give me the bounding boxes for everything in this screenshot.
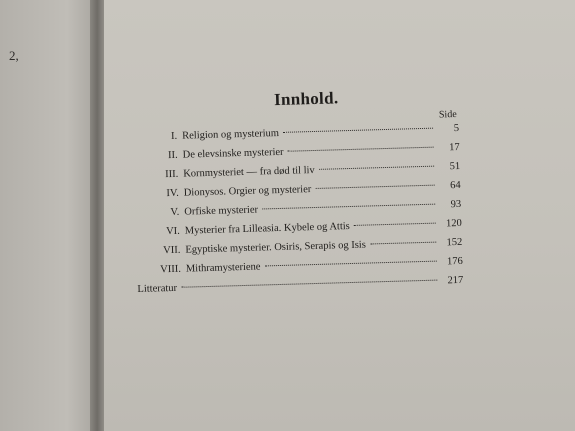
entry-title: Dionysos. Orgier og mysterier xyxy=(183,184,312,199)
toc-title: Innhold. xyxy=(273,88,339,110)
entry-page: 64 xyxy=(450,179,461,192)
table-of-contents xyxy=(134,85,464,303)
entry-number: VIII. xyxy=(160,263,182,276)
dot-leader xyxy=(283,128,433,133)
entry-title: Orfiske mysterier xyxy=(184,204,259,218)
entry-title: Mithramysteriene xyxy=(185,261,261,275)
entry-title: Litteratur xyxy=(137,282,178,295)
entry-page: 120 xyxy=(445,217,462,230)
entry-page: 93 xyxy=(450,198,462,211)
entry-number: V. xyxy=(170,206,180,219)
entry-page: 217 xyxy=(447,274,464,287)
entry-number: IV. xyxy=(166,187,179,200)
dot-leader xyxy=(319,166,434,170)
entry-page: 51 xyxy=(449,160,461,173)
dot-leader xyxy=(288,147,434,152)
entry-page: 17 xyxy=(448,141,460,154)
dot-leader xyxy=(315,185,434,189)
dot-leader xyxy=(370,242,436,245)
entry-page: 5 xyxy=(453,122,460,135)
entry-title: De elevsinske mysterier xyxy=(182,146,284,161)
dot-leader xyxy=(354,223,436,226)
left-page-text: 2, xyxy=(9,48,19,63)
dot-leader xyxy=(262,204,435,210)
entry-title: Kornmysteriet — fra død til liv xyxy=(183,164,315,180)
entry-page: 176 xyxy=(446,255,463,268)
entry-title: Religion og mysterium xyxy=(182,127,280,142)
entry-title: Egyptiske mysterier. Osiris, Serapis og Isis xyxy=(185,239,366,256)
side-column-label: Side xyxy=(438,108,457,121)
entry-number: III. xyxy=(164,168,179,181)
dot-leader xyxy=(264,261,436,267)
left-page xyxy=(0,0,96,431)
entry-title: Mysterier fra Lilleasia. Kybele og Attis xyxy=(184,221,350,237)
entry-number: II. xyxy=(167,149,178,162)
entry-number: I. xyxy=(170,130,178,142)
entry-page: 152 xyxy=(446,236,463,249)
entry-number: VII. xyxy=(163,244,181,257)
dot-leader xyxy=(181,280,437,288)
entry-number: VI. xyxy=(165,225,181,238)
